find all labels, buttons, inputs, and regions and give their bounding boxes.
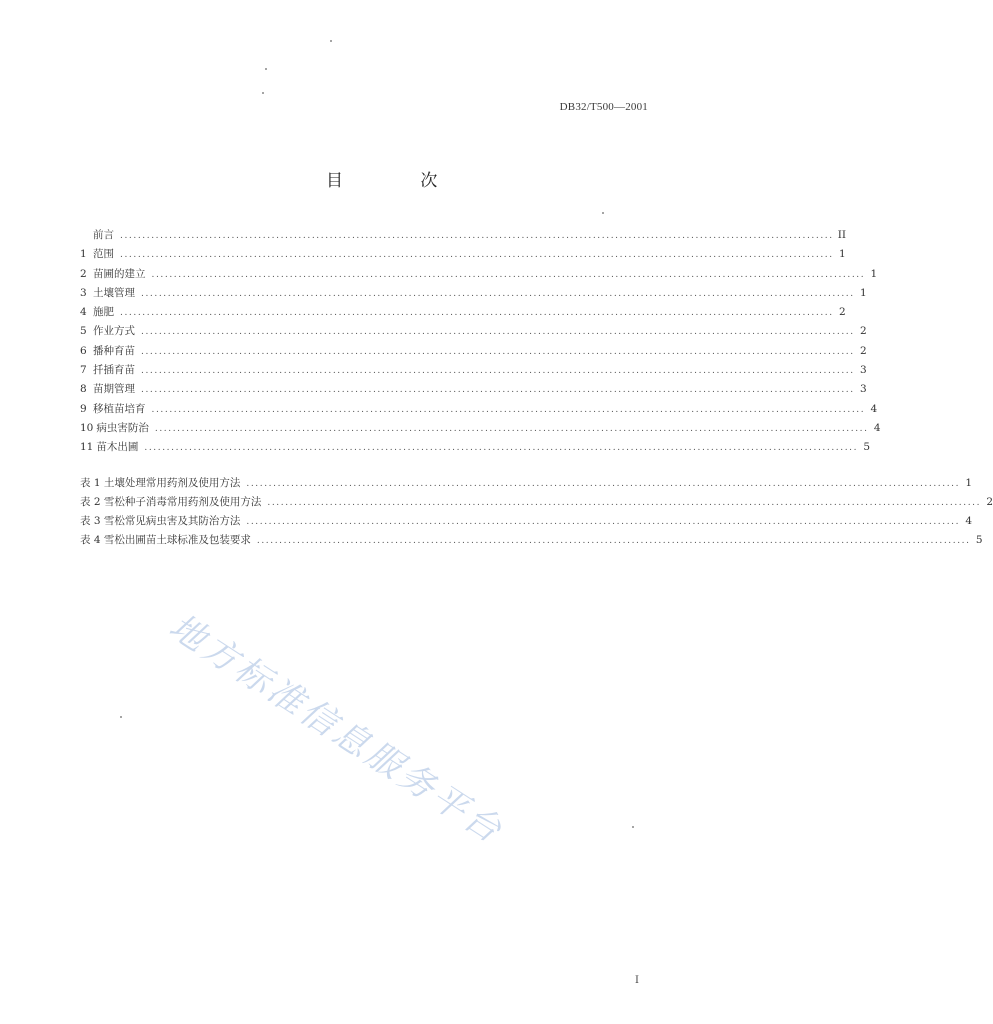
page-title: 目 次 <box>326 171 474 191</box>
leader-dots: ................................................................................................................................................................ <box>267 497 982 508</box>
scan-speck <box>330 40 332 42</box>
document-code: DB32/T500—2001 <box>559 101 648 113</box>
toc-page-number: 4 <box>873 421 881 434</box>
toc-number: 1 <box>80 248 87 261</box>
leader-dots: ................................................................................................................................................................ <box>256 536 971 547</box>
table-list-entry[interactable] <box>80 475 973 494</box>
table-list-entry[interactable] <box>80 532 983 551</box>
toc-label <box>80 246 116 261</box>
toc-entry[interactable] <box>80 420 881 439</box>
leader-dots: ................................................................................................................................................................ <box>151 269 866 280</box>
toc-page-number: II <box>837 229 847 241</box>
toc-entry[interactable] <box>80 285 867 304</box>
footer-page-number: I <box>635 975 639 986</box>
toc-title: 前言 <box>93 229 114 241</box>
toc-tables <box>80 475 993 552</box>
toc-number: 10 <box>80 421 94 434</box>
toc-number: 7 <box>80 364 87 377</box>
table-list-entry[interactable] <box>80 494 993 513</box>
leader-dots: ................................................................................................................................................................ <box>144 443 859 454</box>
toc-entry[interactable] <box>80 227 847 246</box>
toc-sections <box>80 227 881 459</box>
leader-dots: ................................................................................................................................................................ <box>141 327 855 338</box>
toc-title: 施肥 <box>93 306 114 319</box>
toc-label <box>80 362 137 377</box>
table-of-contents <box>80 227 993 552</box>
toc-entry[interactable] <box>80 266 878 285</box>
table-list-page-number: 1 <box>965 476 973 489</box>
toc-title: 土壤管理 <box>93 286 135 299</box>
toc-title: 病虫害防治 <box>96 421 149 434</box>
table-list-label: 表 3 雪松常见病虫害及其防治方法 <box>80 515 241 528</box>
toc-entry[interactable] <box>80 362 867 381</box>
toc-page-number: 1 <box>870 267 878 280</box>
scan-speck <box>632 826 634 828</box>
toc-entry[interactable] <box>80 323 867 342</box>
toc-title: 苗木出圃 <box>96 441 139 454</box>
leader-dots: ................................................................................................................................................................ <box>141 288 855 299</box>
toc-entry[interactable] <box>80 401 878 420</box>
toc-title: 范围 <box>93 248 114 261</box>
leader-dots: ................................................................................................................................................................ <box>154 423 869 434</box>
toc-entry[interactable] <box>80 304 846 323</box>
toc-page-number: 2 <box>839 306 846 319</box>
toc-number: 9 <box>80 402 87 415</box>
table-list-page-number: 5 <box>975 534 983 547</box>
toc-page-number: 3 <box>860 364 867 377</box>
toc-title: 作业方式 <box>93 325 135 338</box>
leader-dots: ................................................................................................................................................................ <box>141 366 855 377</box>
toc-number: 8 <box>80 383 87 396</box>
toc-divider <box>80 459 644 475</box>
toc-label <box>80 304 116 319</box>
toc-label <box>80 401 148 416</box>
toc-label <box>80 266 148 281</box>
toc-number: 3 <box>80 286 87 299</box>
scan-speck <box>262 92 264 94</box>
toc-page-number: 2 <box>860 325 867 338</box>
toc-number: 5 <box>80 325 87 338</box>
leader-dots: ................................................................................................................................................................ <box>246 517 961 528</box>
toc-page-number: 1 <box>860 286 867 299</box>
table-list-label: 表 4 雪松出圃苗土球标准及包装要求 <box>80 534 251 547</box>
toc-label <box>80 439 140 454</box>
toc-label <box>80 227 116 242</box>
table-list-label: 表 1 土壤处理常用药剂及使用方法 <box>80 476 241 489</box>
toc-entry[interactable] <box>80 439 871 458</box>
toc-label <box>80 323 137 338</box>
toc-number: 11 <box>80 441 94 454</box>
leader-dots: ................................................................................................................................................................ <box>120 308 834 319</box>
scan-speck <box>120 716 122 718</box>
toc-entry[interactable] <box>80 246 846 265</box>
leader-dots: ................................................................................................................................................................ <box>120 250 834 261</box>
table-list-label: 表 2 雪松种子消毒常用药剂及使用方法 <box>80 495 262 508</box>
toc-page-number: 2 <box>860 344 867 357</box>
table-list-page-number: 4 <box>965 515 973 528</box>
leader-dots: ................................................................................................................................................................ <box>120 231 834 241</box>
leader-dots: ................................................................................................................................................................ <box>141 385 855 396</box>
toc-number: 2 <box>80 267 87 280</box>
toc-label <box>80 343 137 358</box>
toc-page-number: 3 <box>860 383 867 396</box>
toc-entry[interactable] <box>80 381 867 400</box>
leader-dots: ................................................................................................................................................................ <box>141 346 855 357</box>
toc-title: 播种育苗 <box>93 344 135 357</box>
toc-page-number: 1 <box>839 248 846 261</box>
table-list-entry[interactable] <box>80 513 973 532</box>
toc-label <box>80 381 137 396</box>
watermark: 地方标准信息服务平台 <box>161 606 511 853</box>
toc-title: 苗期管理 <box>93 383 135 396</box>
leader-dots: ................................................................................................................................................................ <box>246 478 961 489</box>
toc-label <box>80 285 137 300</box>
scan-speck <box>602 212 604 214</box>
table-list-page-number: 2 <box>986 495 993 508</box>
toc-entry[interactable] <box>80 343 867 362</box>
scan-speck <box>265 68 267 70</box>
toc-title: 苗圃的建立 <box>93 267 146 280</box>
toc-page-number: 5 <box>863 441 871 454</box>
toc-number: 6 <box>80 344 87 357</box>
leader-dots: ................................................................................................................................................................ <box>151 404 866 415</box>
toc-page-number: 4 <box>870 402 878 415</box>
toc-number: 4 <box>80 306 87 319</box>
toc-label <box>80 420 151 435</box>
toc-title: 移植苗培育 <box>93 402 146 415</box>
toc-title: 扦插育苗 <box>93 364 135 377</box>
